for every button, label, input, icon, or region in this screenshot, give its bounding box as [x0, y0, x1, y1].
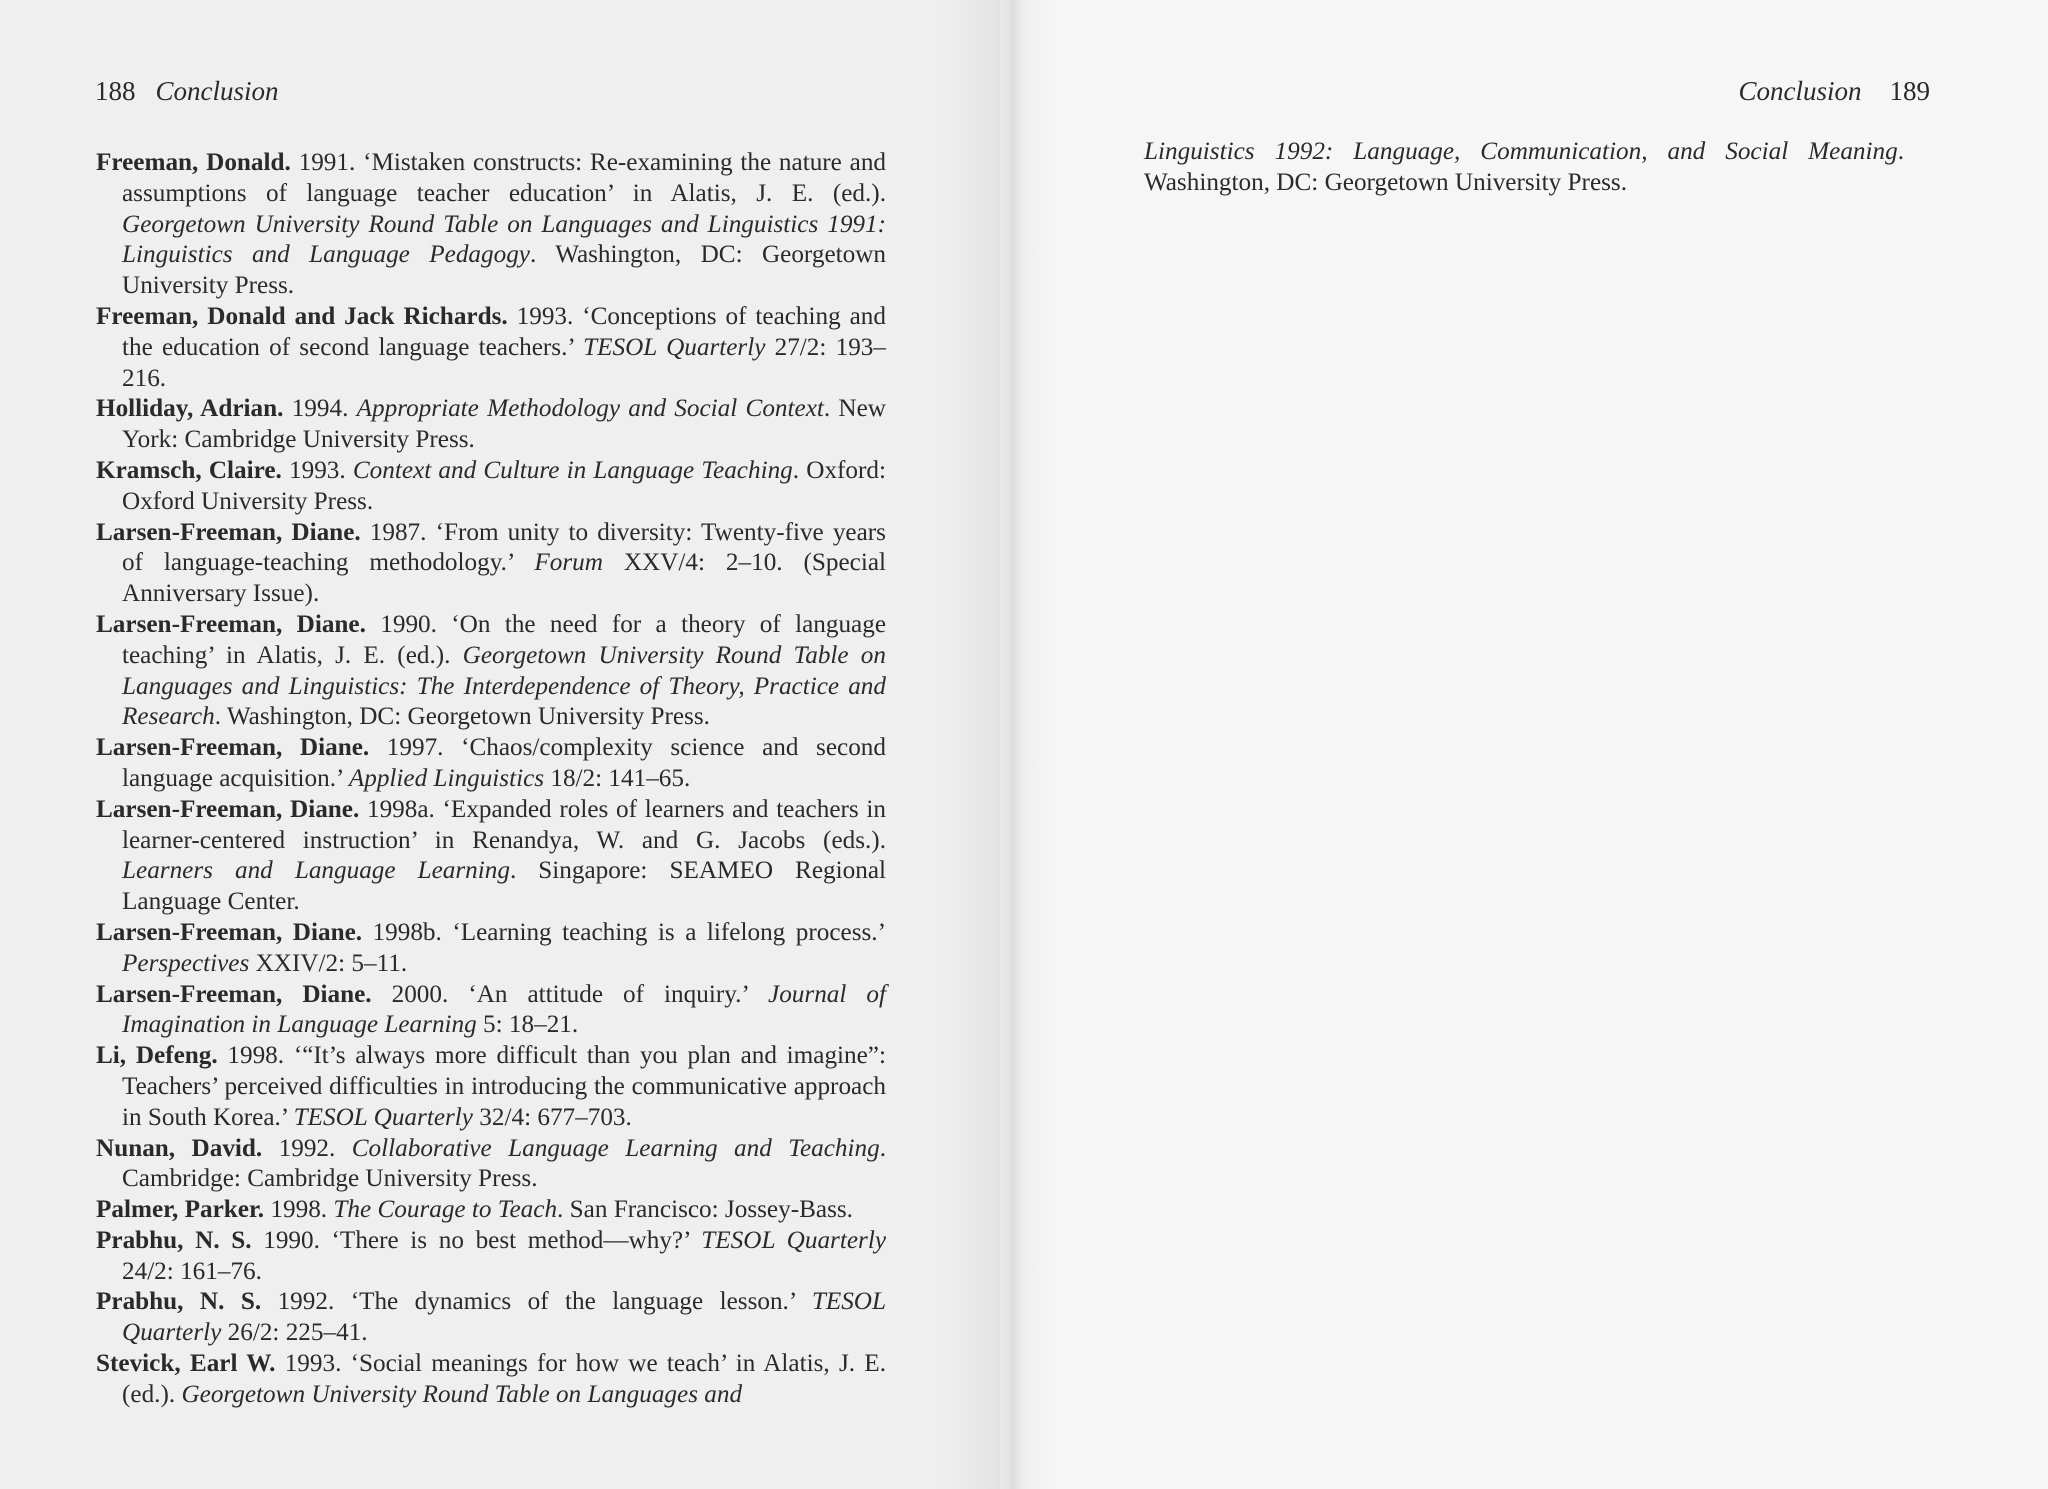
- reference-year: 1993.: [507, 302, 583, 330]
- reference-entry: [96, 1226, 886, 1288]
- reference-entry: [96, 1134, 886, 1196]
- reference-title: TESOL Quarterly: [701, 1226, 886, 1254]
- reference-article: ‘Social meanings for how we teach’ in Alatis, J. E. (ed.).: [122, 1350, 886, 1408]
- reference-title: Journal of Imagination in Language Learning: [122, 980, 886, 1039]
- reference-year: 1998a.: [359, 795, 443, 823]
- reference-article: ‘From unity to diversity: Twenty-five years of language-teaching methodology.’: [122, 518, 886, 577]
- reference-publication: 32/4: 677–703.: [473, 1103, 632, 1131]
- reference-year: 2000.: [371, 980, 469, 1008]
- reference-publication: . Washington, DC: Georgetown University Press.: [214, 703, 710, 731]
- reference-entry: [96, 518, 886, 610]
- reference-title: Forum: [534, 549, 603, 577]
- reference-title: Georgetown University Round Table on Languages and Linguistics: The Interdependence of Theory, Practice and Research: [122, 641, 886, 731]
- reference-publication: . San Francisco: Jossey-Bass.: [557, 1196, 853, 1224]
- reference-year: 1992.: [261, 1288, 351, 1316]
- reference-author: Larsen-Freeman, Diane.: [96, 610, 366, 638]
- right-page-number: 189: [1889, 76, 1930, 106]
- reference-author: Larsen-Freeman, Diane.: [96, 918, 363, 946]
- reference-title: Appropriate Methodology and Social Context: [356, 395, 824, 423]
- continued-title: Linguistics 1992: Language, Communication, and Social Meaning: [1144, 138, 1898, 165]
- reference-article: ‘Conceptions of teaching and the education of second language teachers.’: [122, 302, 886, 361]
- left-running-title: Conclusion: [155, 76, 279, 106]
- reference-author: Stevick, Earl W.: [96, 1350, 276, 1378]
- reference-publication: 5: 18–21.: [476, 1011, 579, 1039]
- reference-author: Palmer, Parker.: [96, 1196, 265, 1224]
- reference-publication: . Oxford: Oxford University Press.: [122, 456, 886, 515]
- reference-title: Perspectives: [122, 949, 250, 977]
- left-running-head: [95, 76, 279, 107]
- reference-publication: 26/2: 225–41.: [221, 1319, 368, 1347]
- reference-entry: [96, 795, 886, 918]
- reference-author: Larsen-Freeman, Diane.: [96, 980, 372, 1008]
- reference-article: ‘On the need for a theory of language teaching’ in Alatis, J. E. (ed.).: [122, 610, 887, 669]
- reference-year: 1994.: [283, 395, 357, 423]
- reference-article: ‘Expanded roles of learners and teachers in learner-centered instruction’ in Renandya, W. and G. Jacobs (eds.).: [122, 795, 886, 854]
- reference-author: Holliday, Adrian.: [96, 395, 284, 423]
- reference-article: ‘Learning teaching is a lifelong process.’: [452, 918, 886, 946]
- reference-year: 1990.: [365, 610, 452, 638]
- left-page: [0, 0, 1000, 1489]
- reference-publication: 24/2: 161–76.: [122, 1257, 262, 1285]
- reference-author: Larsen-Freeman, Diane.: [96, 795, 360, 823]
- reference-title: TESOL Quarterly: [122, 1288, 886, 1347]
- right-page: [1000, 0, 2048, 1489]
- reference-author: Prabhu, N. S.: [96, 1226, 252, 1254]
- reference-entry: [96, 1195, 886, 1226]
- reference-entry: [96, 733, 886, 795]
- reference-year: 1998.: [264, 1196, 334, 1224]
- reference-publication: . Washington, DC: Georgetown University Press.: [122, 241, 886, 300]
- reference-author: Kramsch, Claire.: [96, 456, 282, 484]
- reference-title: The Courage to Teach: [333, 1196, 558, 1224]
- reference-publication: XXV/4: 2–10. (Special Anniversary Issue).: [122, 549, 887, 608]
- reference-publication: . Singapore: SEAMEO Regional Language Center.: [122, 857, 886, 916]
- reference-author: Nunan, David.: [96, 1134, 263, 1162]
- reference-title: Collaborative Language Learning and Teaching: [351, 1134, 880, 1162]
- reference-article: ‘“It’s always more difficult than you plan and imagine”: Teachers’ perceived difficulties in introducing the communicative approach in South Korea.’: [122, 1042, 886, 1131]
- reference-title: Context and Culture in Language Teaching: [352, 456, 793, 484]
- reference-title: Georgetown University Round Table on Languages and Linguistics 1991: Linguistics and Language Pedagogy: [122, 210, 886, 269]
- reference-article: ‘An attitude of inquiry.’: [468, 980, 769, 1008]
- reference-year: 1993.: [281, 456, 353, 484]
- reference-entry: [96, 302, 886, 394]
- reference-entry: [96, 918, 886, 980]
- reference-publication: 18/2: 141–65.: [544, 764, 691, 792]
- left-page-number: 188: [95, 76, 136, 106]
- reference-author: Li, Defeng.: [96, 1042, 218, 1070]
- reference-continuation: [1144, 137, 1904, 199]
- reference-entry: [96, 148, 886, 302]
- reference-entry-continued: [1144, 137, 1904, 199]
- reference-year: 1992.: [262, 1134, 352, 1162]
- reference-article: ‘Mistaken constructs: Re-examining the nature and assumptions of language teacher education’ in Alatis, J. E. (ed.).: [122, 149, 887, 207]
- reference-author: Larsen-Freeman, Diane.: [96, 518, 361, 546]
- reference-year: 1998.: [217, 1042, 294, 1070]
- right-running-title: Conclusion: [1738, 76, 1862, 106]
- reference-article: ‘There is no best method—why?’: [331, 1226, 702, 1254]
- reference-title: Georgetown University Round Table on Languages and: [181, 1380, 743, 1408]
- reference-publication: . Cambridge: Cambridge University Press.: [122, 1134, 886, 1193]
- reference-author: Larsen-Freeman, Diane.: [96, 734, 370, 762]
- reference-article: ‘The dynamics of the language lesson.’: [350, 1288, 812, 1316]
- continued-publisher: . Washington, DC: Georgetown University Press.: [1144, 138, 1904, 196]
- reference-publication: . New York: Cambridge University Press.: [122, 395, 886, 454]
- reference-year: 1991.: [290, 149, 364, 176]
- reference-entry: [96, 1287, 886, 1349]
- reference-entry: [96, 456, 886, 518]
- reference-publication: XXIV/2: 5–11.: [249, 949, 408, 977]
- book-gutter-shadow: [940, 0, 1060, 1489]
- reference-entry: [96, 1041, 886, 1133]
- reference-year: 1997.: [369, 734, 462, 762]
- reference-publication: 27/2: 193–216.: [122, 333, 886, 392]
- reference-entry: [96, 1349, 886, 1411]
- reference-author: Freeman, Donald and Jack Richards.: [96, 302, 508, 330]
- reference-article: ‘Chaos/complexity science and second language acquisition.’: [122, 734, 886, 792]
- reference-year: 1987.: [360, 518, 436, 546]
- right-running-head: [1738, 76, 1930, 107]
- reference-entry: [96, 980, 886, 1042]
- reference-list: [96, 148, 886, 1411]
- reference-author: Freeman, Donald.: [96, 149, 291, 176]
- reference-year: 1990.: [251, 1226, 332, 1254]
- reference-title: Applied Linguistics: [348, 764, 545, 792]
- reference-entry: [96, 394, 886, 456]
- reference-title: Learners and Language Learning: [122, 857, 510, 885]
- reference-entry: [96, 610, 886, 733]
- reference-title: TESOL Quarterly: [293, 1103, 473, 1131]
- reference-title: TESOL Quarterly: [583, 333, 766, 361]
- reference-year: 1993.: [275, 1350, 351, 1378]
- reference-year: 1998b.: [362, 918, 453, 946]
- reference-author: Prabhu, N. S.: [96, 1288, 262, 1316]
